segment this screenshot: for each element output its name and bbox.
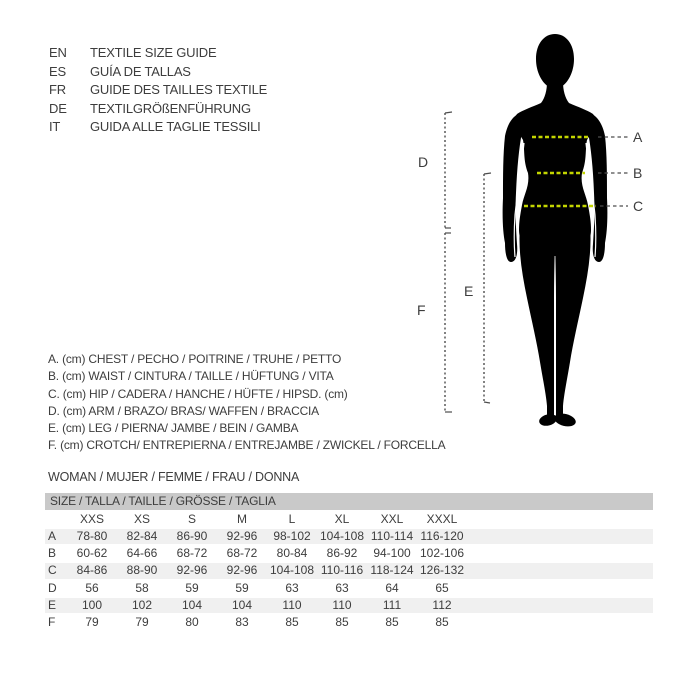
- legend-line-waist: B. (cm) WAIST / CINTURA / TAILLE / HÜFTUNG / VITA: [48, 369, 334, 384]
- table-cell: 78-80: [76, 529, 108, 543]
- language-code: IT: [49, 119, 61, 134]
- legend-line-leg: E. (cm) LEG / PIERNA/ JAMBE / BEIN / GAMBA: [48, 421, 299, 436]
- table-cell: 85: [435, 614, 449, 629]
- size-table-header-band: SIZE / TALLA / TAILLE / GRÖSSE / TAGLIA: [45, 493, 653, 510]
- table-cell: 102-106: [419, 546, 465, 561]
- language-row: [49, 63, 267, 82]
- table-cell: 104: [181, 597, 203, 612]
- column-header-xxs: XXS: [79, 512, 104, 526]
- marker-chest-label: A: [633, 129, 643, 145]
- table-cell: 116-120: [420, 529, 464, 543]
- table-cell: 100: [81, 597, 103, 612]
- guide-title: GUIDA ALLE TAGLIE TESSILI: [90, 119, 261, 134]
- table-cell: 63: [285, 580, 299, 595]
- row-label: F: [48, 614, 56, 629]
- row-label: C: [48, 563, 57, 578]
- legend-line-chest: A. (cm) CHEST / PECHO / POITRINE / TRUHE / PETTO: [48, 352, 342, 366]
- table-cell: 60-62: [76, 546, 108, 561]
- row-label: B: [48, 546, 57, 561]
- table-cell: 63: [335, 580, 349, 595]
- table-cell: 110: [332, 597, 352, 612]
- table-cell: 126-132: [419, 563, 465, 578]
- table-cell: 92-96: [176, 563, 208, 578]
- guide-title: TEXTILGRÖßENFÜHRUNG: [90, 100, 251, 116]
- legend-line-crotch: F. (cm) CROTCH/ ENTREPIERNA / ENTREJAMBE / ZWICKEL / FORCELLA: [48, 438, 446, 453]
- table-cell: 86-92: [326, 546, 358, 561]
- row-label: E: [48, 597, 57, 612]
- table-cell: 79: [135, 614, 149, 629]
- table-cell: 110-116: [320, 563, 364, 578]
- table-cell: 102: [131, 597, 153, 612]
- table-cell: 85: [335, 614, 349, 629]
- table-cell: 118-124: [370, 563, 414, 578]
- measurement-legend: [48, 351, 445, 455]
- language-row: [49, 100, 267, 119]
- table-row-e: [45, 598, 653, 613]
- table-row-b: [45, 546, 653, 561]
- language-code: ES: [49, 63, 66, 79]
- table-row-d: [45, 581, 653, 596]
- table-cell: 58: [135, 580, 149, 595]
- guide-title: GUIDE DES TAILLES TEXTILE: [90, 82, 268, 97]
- table-cell: 86-90: [176, 529, 208, 543]
- table-cell: 112: [432, 597, 452, 612]
- table-cell: 85: [385, 614, 399, 629]
- language-code: EN: [49, 45, 67, 60]
- table-cell: 65: [435, 580, 449, 595]
- table-cell: 104-108: [319, 529, 365, 543]
- language-code: FR: [49, 82, 66, 97]
- table-cell: 94-100: [373, 546, 411, 561]
- marker-waist-label: B: [633, 165, 643, 181]
- column-header-xxl: XXL: [380, 512, 404, 526]
- table-cell: 64: [385, 580, 399, 595]
- guide-title: GUÍA DE TALLAS: [90, 63, 191, 79]
- size-table-column-headers: [45, 512, 653, 527]
- row-label: D: [48, 580, 57, 595]
- table-cell: 85: [285, 614, 299, 629]
- marker-crotch-label: F: [417, 302, 426, 318]
- table-cell: 111: [382, 597, 402, 612]
- table-cell: 80-84: [276, 546, 308, 561]
- table-cell: 98-102: [273, 529, 311, 543]
- table-cell: 88-90: [126, 563, 158, 578]
- column-header-xl: XL: [334, 512, 350, 526]
- table-cell: 59: [235, 580, 249, 595]
- language-row: [49, 81, 267, 100]
- marker-leg-label: E: [464, 283, 474, 299]
- woman-silhouette: [503, 34, 608, 428]
- table-cell: 64-66: [126, 546, 158, 561]
- column-header-m: M: [237, 512, 247, 526]
- marker-arm-label: D: [418, 154, 429, 170]
- table-row-c: [45, 563, 653, 578]
- table-cell: 110-114: [370, 529, 414, 543]
- table-cell: 59: [185, 580, 199, 595]
- row-label: A: [48, 529, 57, 543]
- column-header-xs: XS: [133, 512, 150, 526]
- table-cell: 80: [185, 614, 199, 629]
- column-header-xxxl: XXXL: [426, 512, 458, 526]
- language-row: [49, 118, 267, 137]
- table-cell: 92-96: [226, 529, 258, 543]
- table-cell: 68-72: [226, 546, 258, 561]
- column-header-l: L: [288, 512, 296, 526]
- column-header-s: S: [187, 512, 196, 526]
- size-table: [45, 493, 653, 630]
- table-cell: 84-86: [76, 563, 108, 578]
- language-row: [49, 44, 267, 63]
- audience-label: WOMAN / MUJER / FEMME / FRAU / DONNA: [48, 470, 300, 484]
- length-line-ticks: [445, 112, 491, 412]
- table-cell: 79: [85, 614, 99, 629]
- table-cell: 92-96: [226, 563, 258, 578]
- language-code: DE: [49, 100, 67, 116]
- table-cell: 110: [282, 597, 302, 612]
- table-cell: 104-108: [269, 563, 315, 578]
- table-row-f: [45, 615, 653, 630]
- table-row-a: [45, 529, 653, 544]
- legend-line-hip: C. (cm) HIP / CADERA / HANCHE / HÜFTE / HIPSD. (cm): [48, 386, 348, 401]
- table-cell: 56: [85, 580, 99, 595]
- table-cell: 68-72: [176, 546, 208, 561]
- guide-title: TEXTILE SIZE GUIDE: [90, 45, 217, 60]
- language-title-list: [49, 44, 267, 137]
- table-cell: 82-84: [126, 529, 158, 543]
- table-cell: 104: [231, 597, 253, 612]
- table-cell: 83: [235, 614, 249, 629]
- legend-line-arm: D. (cm) ARM / BRAZO/ BRAS/ WAFFEN / BRACCIA: [48, 403, 319, 418]
- marker-hip-label: C: [633, 198, 644, 214]
